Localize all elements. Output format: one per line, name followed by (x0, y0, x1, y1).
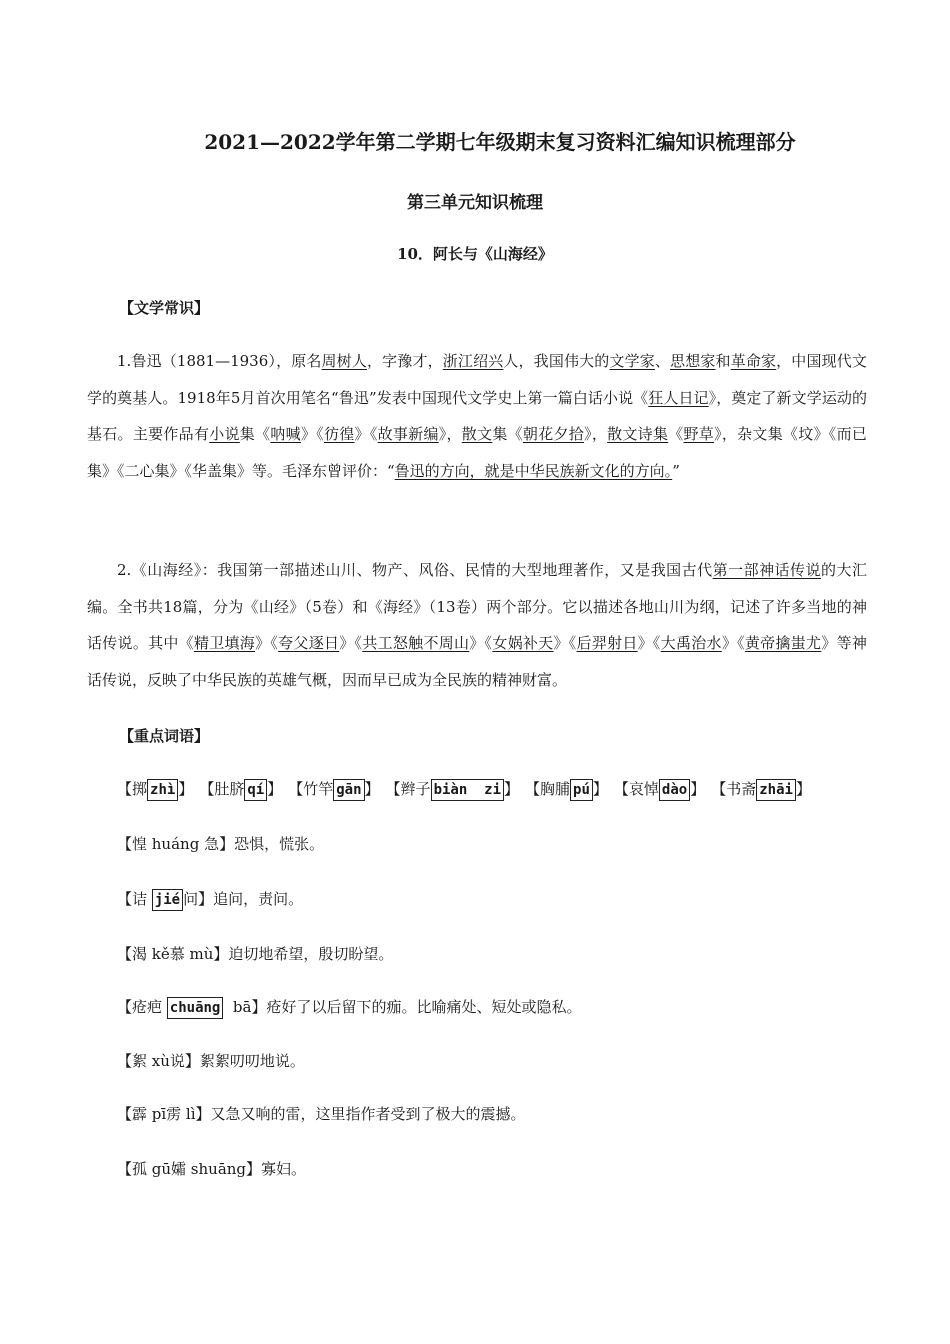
entry-text: 问】追问，责问。 (183, 890, 304, 908)
underlined-term: 周树人 (321, 352, 367, 370)
text-run: 》《 (721, 634, 745, 652)
word-entry (117, 1050, 305, 1071)
pinyin-box: qí (244, 779, 267, 801)
lesson-title: 10．阿长与《山海经》 (397, 245, 553, 263)
text-run: 》《 (469, 634, 493, 652)
text-run: 》《 (300, 425, 324, 443)
pinyin-box: zhì (147, 779, 178, 801)
entry-text: bā】疮好了以后留下的痂。比喻痛处、短处或隐私。 (223, 998, 582, 1016)
pinyin-item (288, 778, 379, 801)
text-run: 》，杂文集《坟》《而已集》《二心集》《华盖集》等。毛泽东曾评价：“ (87, 425, 867, 480)
literary-paragraph-1 (87, 343, 867, 489)
pinyin-box: biàn zi (431, 779, 504, 801)
pinyin-close: 】 (795, 780, 811, 798)
underlined-term: 彷徨 (323, 425, 355, 443)
text-run: ，中国现代文学的奠基人。1918年5月首次用笔名“鲁迅”发表中国现代文学史上第一篇白话小说《 (87, 352, 867, 407)
word-entry (117, 833, 324, 854)
underlined-term: 散文诗集 (607, 425, 669, 443)
underlined-term: 狂人日记 (648, 388, 709, 407)
pinyin-word: 【哀悼 (613, 780, 659, 798)
text-run: 《 (668, 425, 684, 443)
text-run: 》《 (339, 634, 363, 652)
unit-title: 第三单元知识梳理 (407, 193, 543, 213)
underlined-term: 精卫填海 (193, 634, 256, 652)
underlined-term: 小说 (209, 425, 240, 443)
pinyin-item (199, 778, 282, 801)
underlined-term: 夸父逐日 (278, 634, 340, 652)
underlined-term: 革命家 (730, 352, 777, 370)
pinyin-item (117, 778, 193, 801)
text-run: 1.鲁迅（1881—1936），原名 (117, 352, 322, 370)
pinyin-word: 【书斋 (711, 780, 757, 798)
pinyin-close: 】 (267, 780, 283, 798)
pinyin-close: 】 (364, 780, 380, 798)
entry-text: 【渴 kě慕 mù】迫切地希望，殷切盼望。 (117, 945, 394, 963)
pinyin-item (614, 778, 705, 801)
text-run: ，字豫才， (367, 352, 443, 370)
literary-paragraph-2 (87, 552, 867, 698)
underlined-term: 浙江绍兴 (442, 352, 504, 370)
word-entry (117, 943, 393, 964)
pinyin-word: 【肚脐 (199, 780, 245, 798)
underlined-term: 故事新编 (377, 425, 439, 443)
text-run: 、 (654, 352, 671, 370)
pinyin-close: 】 (178, 780, 194, 798)
pinyin-item (711, 778, 811, 801)
entry-text: 【孤 gū孀 shuāng】寡妇。 (117, 1160, 307, 1178)
pinyin-close: 】 (504, 780, 520, 798)
pinyin-box: gān (333, 779, 364, 801)
entry-text: 【惶 huáng 急】恐惧，慌张。 (117, 835, 325, 853)
text-run: 和 (715, 352, 731, 370)
pinyin-item (386, 778, 519, 801)
underlined-term: 鲁迅的方向，就是中华民族新文化的方向。 (394, 461, 673, 480)
underlined-term: 大禹治水 (660, 634, 722, 652)
pinyin-box: jié (152, 889, 183, 911)
underlined-term: 朝花夕拾 (522, 425, 585, 443)
word-entry (117, 1103, 526, 1124)
pinyin-close: 】 (690, 780, 706, 798)
word-entry (117, 996, 581, 1019)
text-run: 集《 (239, 425, 271, 443)
text-run: 的大汇编。全书共18篇，分为《山经》（5卷）和《海经》（13卷）两个部分。它以描述各地山川为纲，记述了许多当地的神话传说。其中《 (87, 561, 867, 652)
text-run: 》《 (255, 634, 279, 652)
pinyin-row (117, 778, 817, 801)
entry-text: 【诘 (117, 890, 152, 908)
entry-text: 【霹 pī雳 lì】又急又响的雷，这里指作者受到了极大的震撼。 (117, 1105, 526, 1123)
text-run: 》《 (637, 634, 661, 652)
entry-text: 【疮疤 (117, 998, 167, 1016)
word-entry (117, 888, 303, 911)
pinyin-item (525, 778, 608, 801)
entry-text: 【絮 xù说】絮絮叨叨地说。 (117, 1052, 305, 1070)
words-heading: 【重点词语】 (119, 727, 210, 745)
text-run: ” (672, 461, 680, 480)
underlined-term: 女娲补天 (492, 634, 554, 652)
text-run: 》， (438, 425, 462, 443)
literary-heading: 【文学常识】 (119, 299, 210, 317)
pinyin-word: 【胸脯 (525, 780, 571, 798)
underlined-term: 后羿射日 (576, 634, 638, 652)
pinyin-box: chuāng (167, 997, 224, 1019)
underlined-term: 黄帝擒蚩尤 (744, 634, 822, 652)
pinyin-word: 【辫子 (385, 780, 431, 798)
underlined-term: 野草 (683, 425, 715, 443)
text-run: 》《 (553, 634, 577, 652)
pinyin-word: 【竹竿 (288, 780, 334, 798)
text-run: 》， (584, 425, 608, 443)
pinyin-close: 】 (592, 780, 608, 798)
underlined-term: 呐喊 (270, 425, 301, 443)
pinyin-box: zhāi (756, 779, 796, 801)
text-run: 2.《山海经》：我国第一部描述山川、物产、风俗、民情的大型地理著作，又是我国古代 (117, 561, 713, 579)
underlined-term: 思想家 (670, 352, 716, 370)
text-run: 》《 (354, 425, 378, 443)
pinyin-box: dào (659, 779, 690, 801)
underlined-term: 文学家 (609, 352, 655, 370)
pinyin-box: pú (570, 779, 593, 801)
pinyin-word: 【掷 (117, 780, 148, 798)
text-run: 》，奠定了新文学运动的基石。主要作品有 (87, 388, 867, 443)
underlined-term: 共工怒触不周山 (362, 634, 470, 652)
word-entry (117, 1158, 306, 1179)
main-title: 2021—2022学年第二学期七年级期末复习资料汇编知识梳理部分 (204, 130, 796, 154)
text-run: 》等神话传说，反映了中华民族的英雄气概，因而早已成为全民族的精神财富。 (87, 634, 867, 689)
underlined-term: 散文 (461, 425, 493, 443)
text-run: 人，我国伟大的 (503, 352, 610, 370)
underlined-term: 第一部神话传说 (712, 561, 822, 579)
text-run: 集《 (492, 425, 523, 443)
